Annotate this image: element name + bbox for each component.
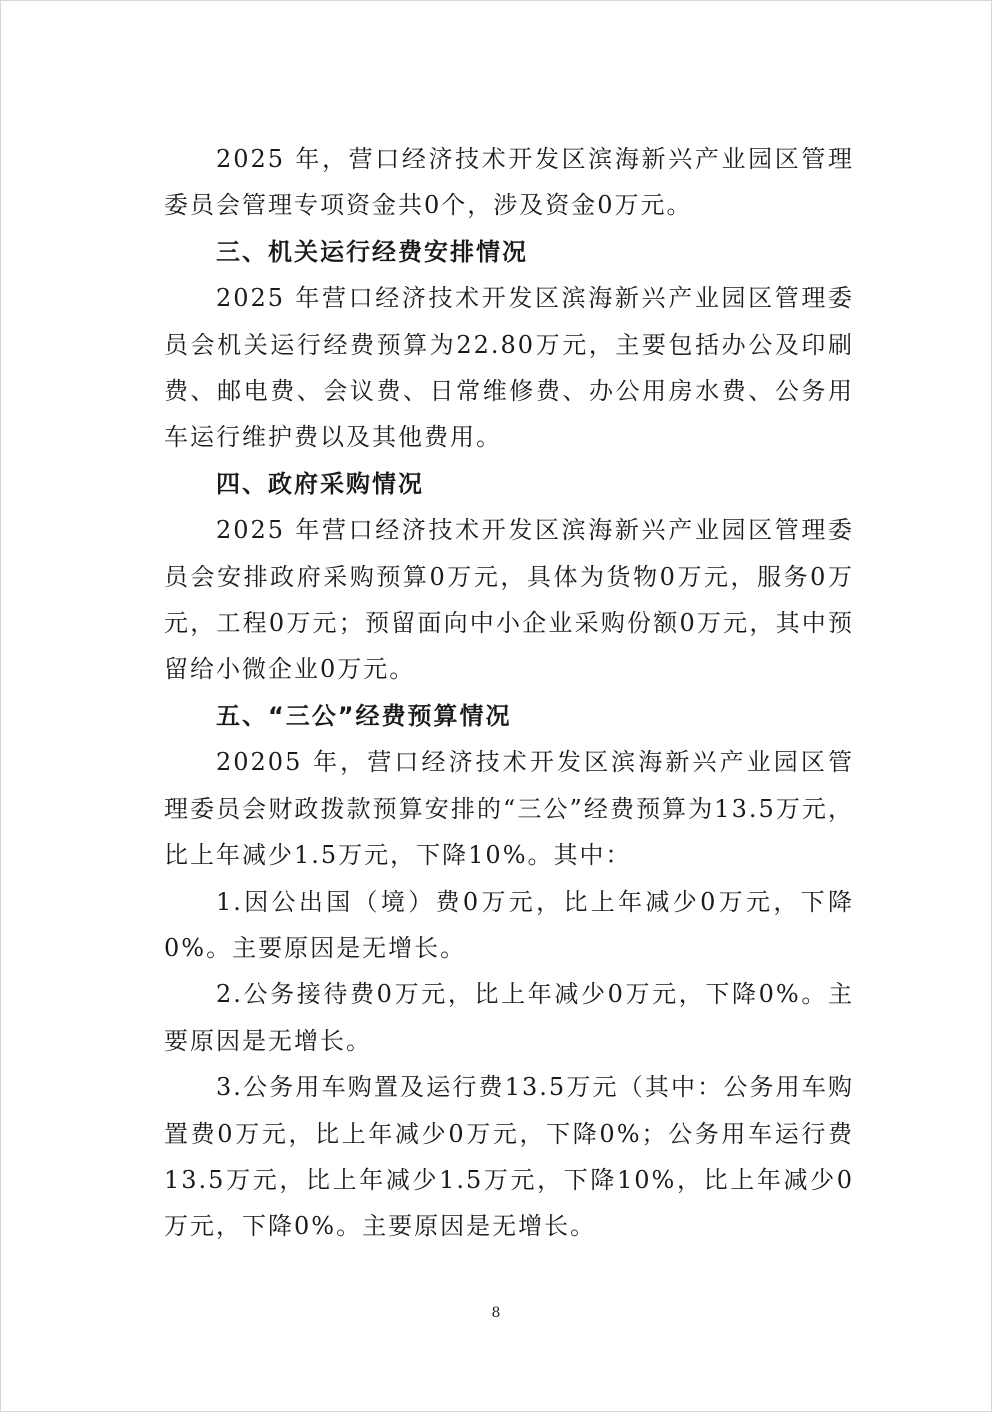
paragraph-official-reception: 2.公务接待费0万元，比上年减少0万元，下降0%。主要原因是无增长。 — [164, 980, 854, 1055]
paragraph-overseas-travel: 1.因公出国（境）费0万元，比上年减少0万元，下降0%。主要原因是无增长。 — [164, 887, 854, 962]
heading-office-operating-expenses: 三、机关运行经费安排情况 — [216, 237, 528, 266]
paragraph-three-public-summary: 20205 年，营口经济技术开发区滨海新兴产业园区管理委员会财政拨款预算安排的“三公”经费预算为13.5万元，比上年减少1.5万元，下降10%。其中： — [164, 748, 854, 870]
document-body — [164, 136, 854, 1250]
paragraph-official-vehicles: 3.公务用车购置及运行费13.5万元（其中：公务用车购置费0万元，比上年减少0万元，下降0%；公务用车运行费13.5万元，比上年减少1.5万元，下降10%，比上年减少0万元，下降0%。主要原因是无增长。 — [164, 1073, 854, 1241]
heading-three-public-expenses: 五、“三公”经费预算情况 — [216, 701, 512, 730]
page-number: 8 — [491, 1305, 501, 1321]
paragraph-operating-expenses: 2025 年营口经济技术开发区滨海新兴产业园区管理委员会机关运行经费预算为22.80万元，主要包括办公及印刷费、邮电费、会议费、日常维修费、办公用房水费、公务用车运行维护费以及其他费用。 — [164, 284, 854, 452]
paragraph-procurement: 2025 年营口经济技术开发区滨海新兴产业园区管理委员会安排政府采购预算0万元，具体为货物0万元，服务0万元，工程0万元；预留面向中小企业采购份额0万元，其中预留给小微企业0万元。 — [164, 516, 854, 684]
heading-government-procurement: 四、政府采购情况 — [216, 469, 424, 498]
paragraph-special-funds: 2025 年，营口经济技术开发区滨海新兴产业园区管理委员会管理专项资金共0个，涉及资金0万元。 — [164, 145, 854, 220]
